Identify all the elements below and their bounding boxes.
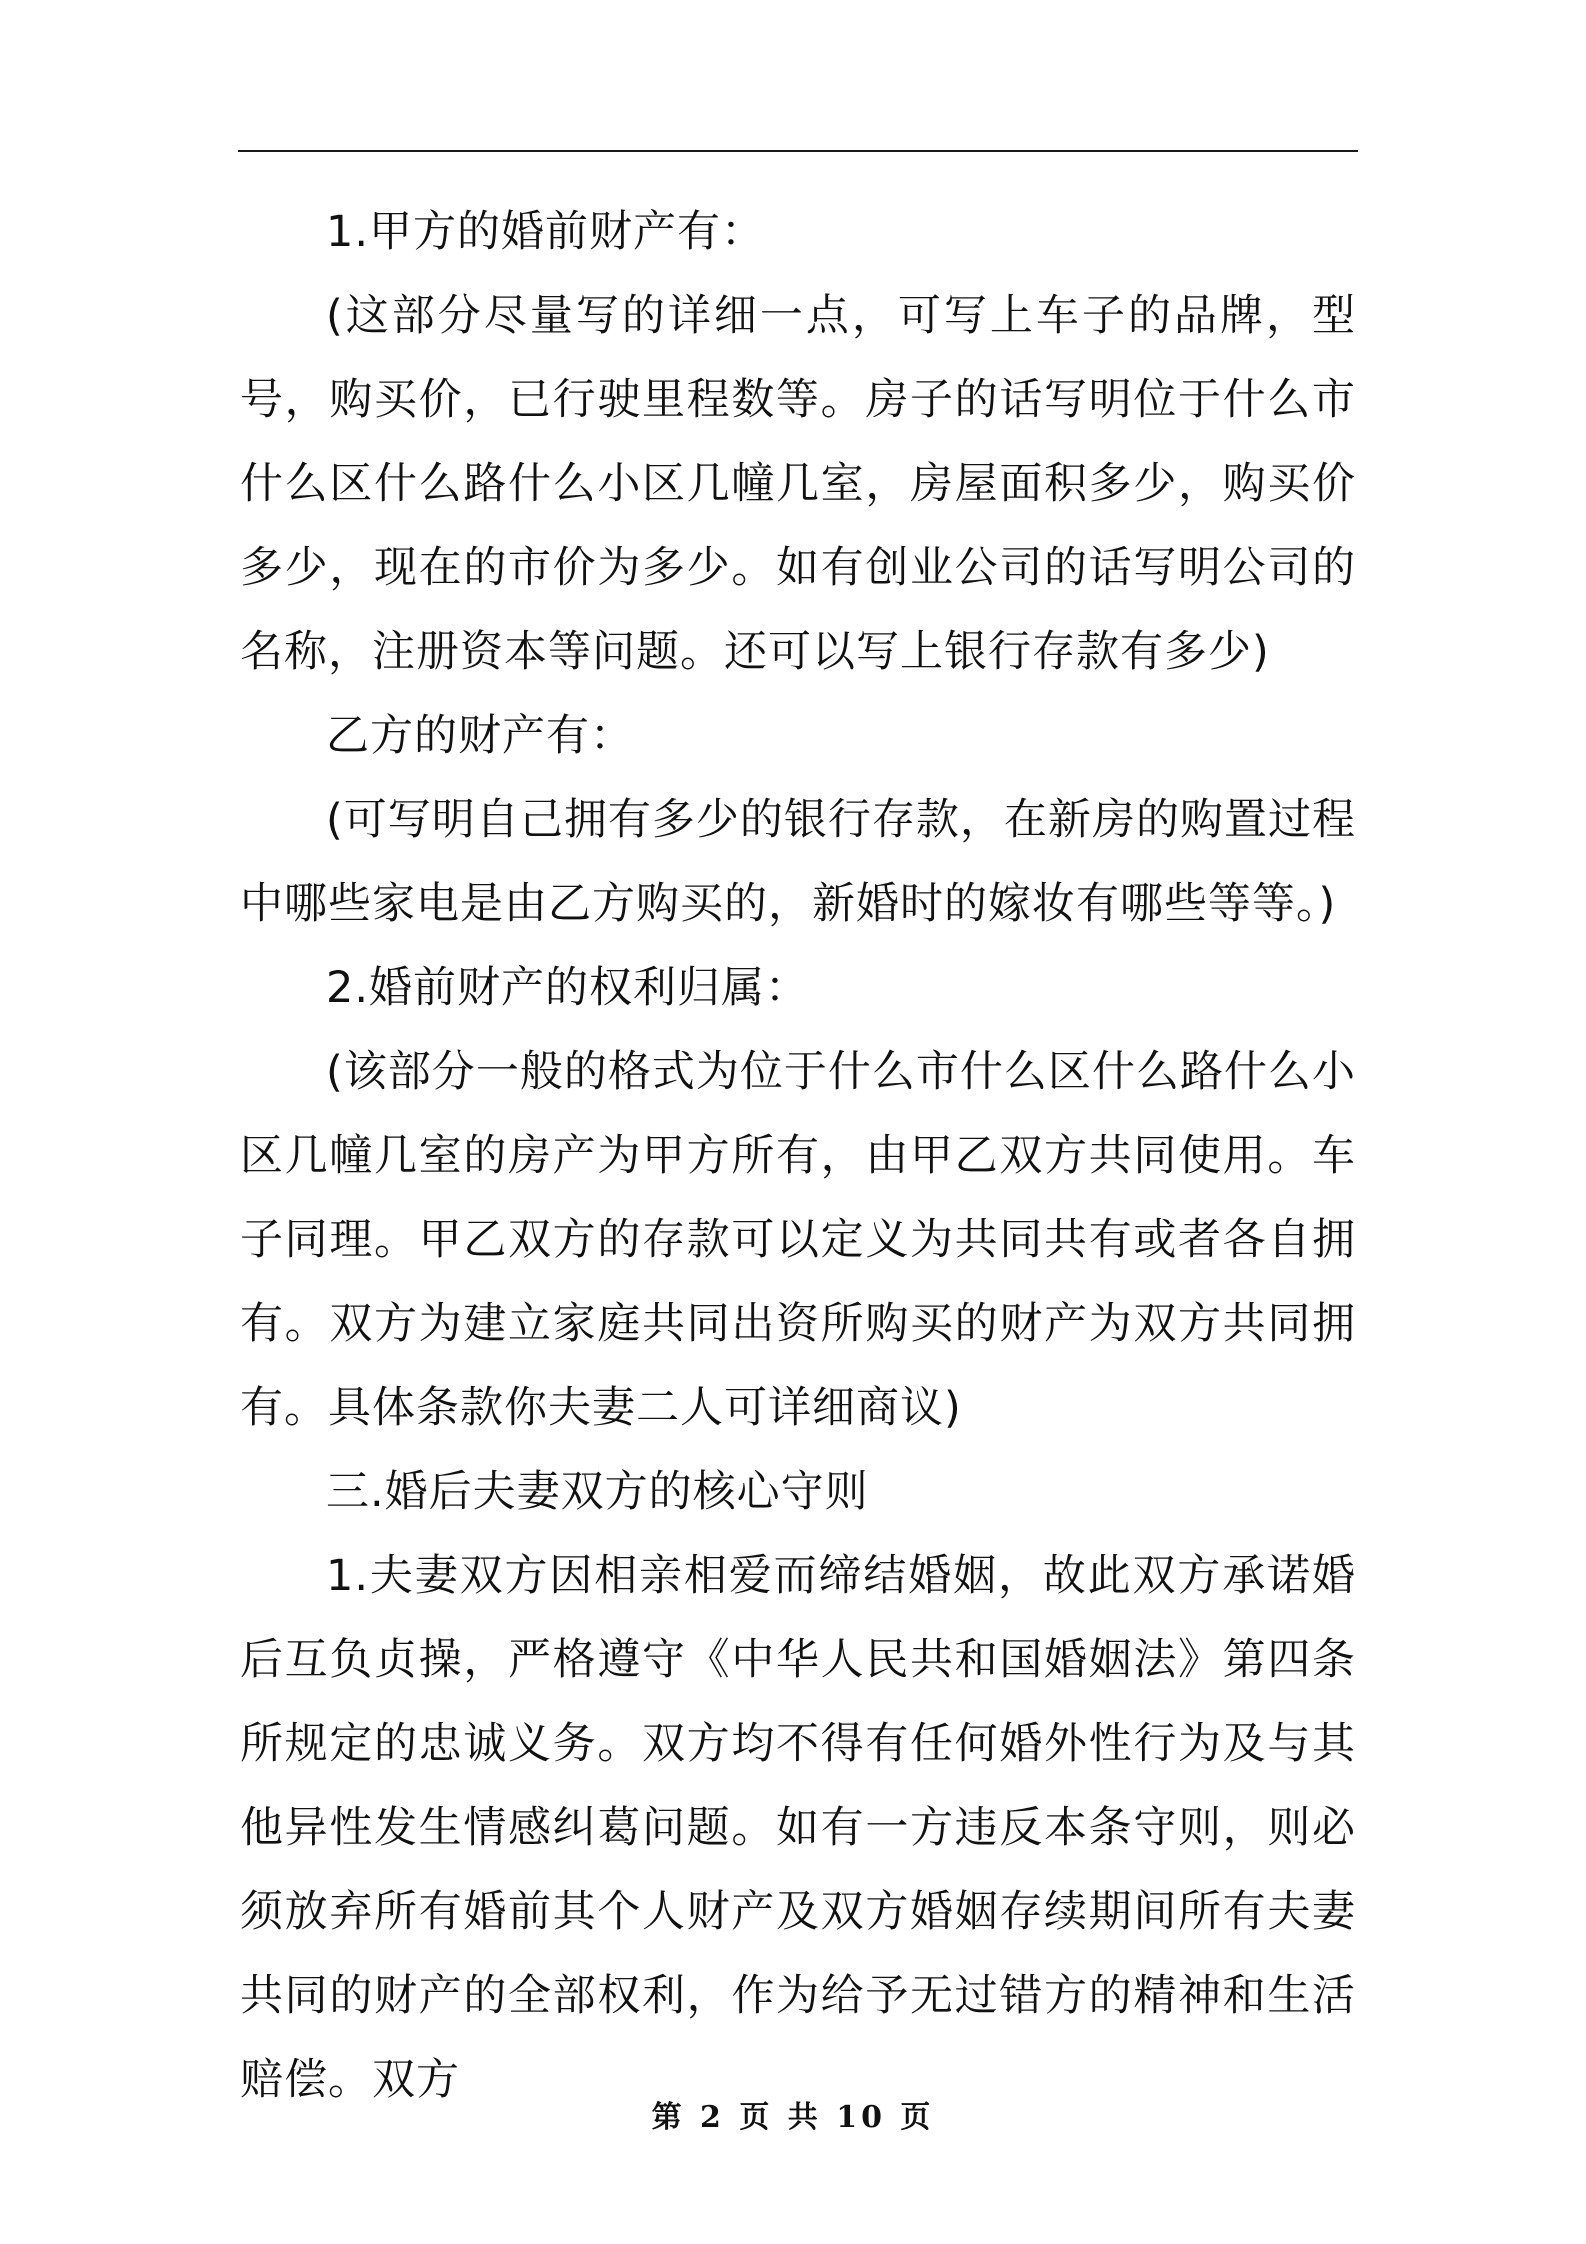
paragraph: 1.夫妻双方因相亲相爱而缔结婚姻，故此双方承诺婚后互负贞操，严格遵守《中华人民共和国婚姻法》第四条所规定的忠诚义务。双方均不得有任何婚外性行为及与其他异性发生情感纠葛问题。如有一方违反本条守则，则必须放弃所有婚前其个人财产及双方婚姻存续期间所有夫妻共同的财产的全部权利，作为给予无过错方的精神和生活赔偿。双方 (240, 1551, 1356, 2105)
paragraph: (可写明自己拥有多少的银行存款，在新房的购置过程中哪些家电是由乙方购买的，新婚时的嫁妆有哪些等等。) (240, 795, 1356, 929)
paragraph: (该部分一般的格式为位于什么市什么区什么路什么小区几幢几室的房产为甲方所有，由甲乙双方共同使用。车子同理。甲乙双方的存款可以定义为共同共有或者各自拥有。双方为建立家庭共同出资所购买的财产为双方共同拥有。具体条款你夫妻二人可详细商议) (240, 1047, 1356, 1433)
paragraph: 三.婚后夫妻双方的核心守则 (326, 1467, 869, 1517)
page-number-footer: 第 2 页 共 10 页 (651, 2100, 935, 2135)
paragraph: 乙方的财产有： (326, 711, 634, 761)
header-rule (238, 150, 1358, 152)
paragraph: (这部分尽量写的详细一点，可写上车子的品牌，型号，购买价，已行驶里程数等。房子的话写明位于什么市什么区什么路什么小区几幢几室，房屋面积多少，购买价多少，现在的市价为多少。如有创业公司的话写明公司的名称，注册资本等问题。还可以写上银行存款有多少) (240, 291, 1356, 677)
document-body (240, 190, 1356, 2122)
paragraph: 2.婚前财产的权利归属： (326, 963, 810, 1013)
paragraph: 1.甲方的婚前财产有： (326, 207, 766, 257)
